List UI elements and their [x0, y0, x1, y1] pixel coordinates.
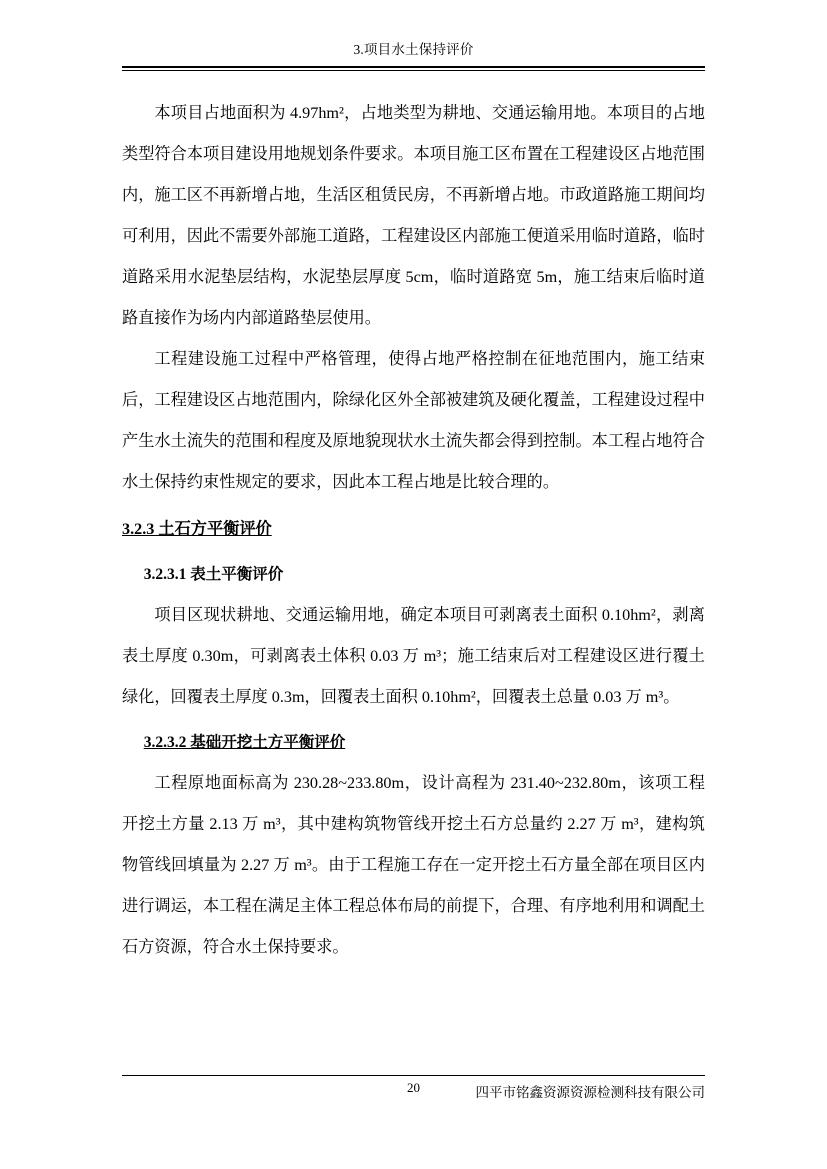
heading-topsoil-balance — [122, 554, 705, 595]
paragraph-land-use: 本项目占地面积为 4.97hm²，占地类型为耕地、交通运输用地。本项目的占地类型符合本项目建设用地规划条件要求。本项目施工区布置在工程建设区占地范围内，施工区不再新增占地，生活区租赁民房，不再新增占地。市政道路施工期间均可利用，因此不需要外部施工道路，工程建设区内部施工便道采用临时道路，临时道路采用水泥垫层结构，水泥垫层厚度 5cm，临时道路宽 5m，施工结束后临时道路直接作为场内内部道路垫层使用。 — [122, 104, 705, 327]
heading-excavation-balance-text: 3.2.3.2 基础开挖土方平衡评价 — [143, 734, 346, 751]
page-number: 20 — [407, 1080, 420, 1095]
heading-earthwork-balance — [122, 509, 705, 550]
document-body — [122, 71, 705, 968]
heading-earthwork-balance-text: 3.2.3 土石方平衡评价 — [122, 520, 272, 538]
heading-topsoil-balance-text: 3.2.3.1 表土平衡评价 — [143, 566, 284, 583]
footer-company-name: 四平市铭鑫资源资源检测科技有限公司 — [475, 1085, 705, 1100]
heading-excavation-balance — [122, 722, 705, 763]
header-title: 3.项目水土保持评价 — [353, 42, 474, 57]
paragraph-excavation-balance: 工程原地面标高为 230.28~233.80m，设计高程为 231.40~232.80m，该项工程开挖土方量 2.13 万 m³，其中建构筑物管线开挖土石方总量约 2.27 万 m³，建构筑物管线回填量为 2.27 万 m³。由于工程施工存在一定开挖土石方量全部在项目区内进行调运，本工程在满足主体工程总体布局的前提下，合理、有序地利用和调配土石方资源，符合水土保持要求。 — [122, 774, 705, 956]
paragraph-construction-control: 工程建设施工过程中严格管理，使得占地严格控制在征地范围内，施工结束后，工程建设区占地范围内，除绿化区外全部被建筑及硬化覆盖，工程建设过程中产生水土流失的范围和程度及原地貌现状水土流失都会得到控制。本工程占地符合水土保持约束性规定的要求，因此本工程占地是比较合理的。 — [122, 350, 705, 491]
page-header — [122, 38, 705, 71]
page-content — [122, 38, 705, 968]
paragraph-topsoil-balance: 项目区现状耕地、交通运输用地，确定本项目可剥离表土面积 0.10hm²，剥离表土厚度 0.30m，可剥离表土体积 0.03 万 m³；施工结束后对工程建设区进行覆土绿化，回覆表土厚度 0.3m，回覆表土面积 0.10hm²，回覆表土总量 0.03 万 m³。 — [122, 606, 705, 706]
page-footer — [122, 1075, 705, 1102]
